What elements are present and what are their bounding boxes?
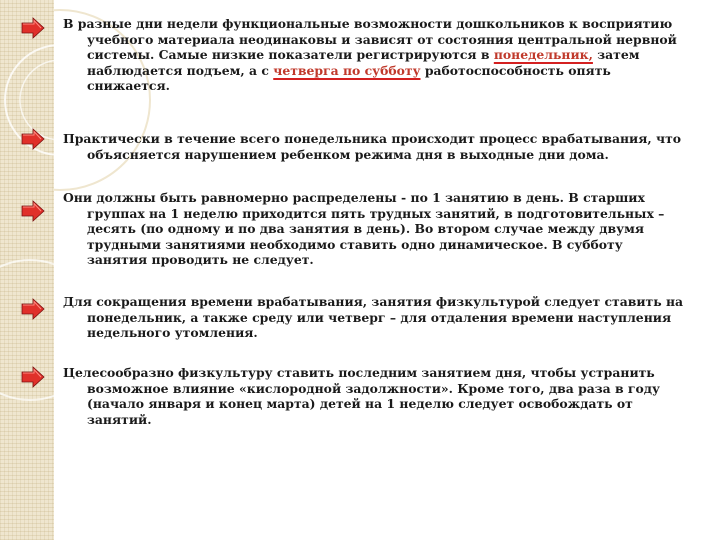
paragraph-4 [63, 294, 683, 341]
paragraph-line: недельного утомления. [87, 325, 258, 340]
paragraph-line: Они должны быть равномерно распределены - по 1 занятию в день. В старших [63, 190, 645, 205]
paragraph-5 [63, 365, 683, 427]
red-arrow-icon [21, 17, 45, 39]
paragraph-line: Практически в течение всего понедельника происходит процесс врабатывания, что [63, 131, 682, 146]
paragraph-text: системы. Самые низкие показатели регистрируются в [87, 47, 490, 62]
paragraph-line: десять (по одному и по два занятия в день). Во втором случае между двумя [87, 221, 644, 236]
highlight-monday: понедельник, [493, 47, 593, 62]
paragraph-line [63, 63, 683, 79]
red-arrow-icon [21, 298, 45, 320]
decorative-side-strip [0, 0, 54, 540]
highlight-thursday-saturday: четверга по субботу [273, 62, 421, 78]
paragraph-line: группах на 1 неделю приходится пять трудных занятий, в подготовительных – [87, 205, 665, 221]
paragraph-2 [63, 131, 683, 162]
paragraph-line: трудными занятиями необходимо ставить одно динамическое. В субботу [87, 236, 623, 252]
paragraph-text: работоспособность опять [420, 62, 611, 78]
paragraph-line: снижается. [87, 78, 170, 93]
paragraph-line: Для сокращения времени врабатывания, занятия физкультурой следует ставить на [63, 294, 684, 309]
paragraph-line: возможное влияние «кислородной задолжности». Кроме того, два раза в году [87, 380, 660, 396]
paragraph-line: понедельник, а также среду или четверг – для отдаления времени наступления [87, 309, 672, 325]
paragraph-text: затем [592, 47, 640, 62]
red-arrow-icon [21, 200, 45, 222]
paragraph-line: Целесообразно физкультуру ставить последним занятием дня, чтобы устранить [63, 365, 655, 380]
paragraph-line: (начало января и конец марта) детей на 1 неделю следует освобождать от [87, 396, 633, 411]
paragraph-line: учебного материала неодинаковы и зависят от состояния центральной нервной [87, 31, 677, 47]
paragraph-line: занятия проводить не следует. [87, 252, 314, 267]
paragraph-line: В разные дни недели функциональные возможности дошкольников к восприятию [63, 16, 673, 31]
paragraph-line [63, 47, 683, 63]
paragraph-1 [63, 16, 683, 94]
paragraph-line: занятий. [87, 411, 152, 427]
paragraph-line: объясняется нарушением ребенком режима дня в выходные дни дома. [87, 146, 609, 162]
decorative-circles [0, 0, 54, 540]
paragraph-text: наблюдается подъем, а с [87, 62, 274, 78]
paragraph-3 [63, 190, 683, 268]
red-arrow-icon [21, 366, 45, 388]
red-arrow-icon [21, 128, 45, 150]
